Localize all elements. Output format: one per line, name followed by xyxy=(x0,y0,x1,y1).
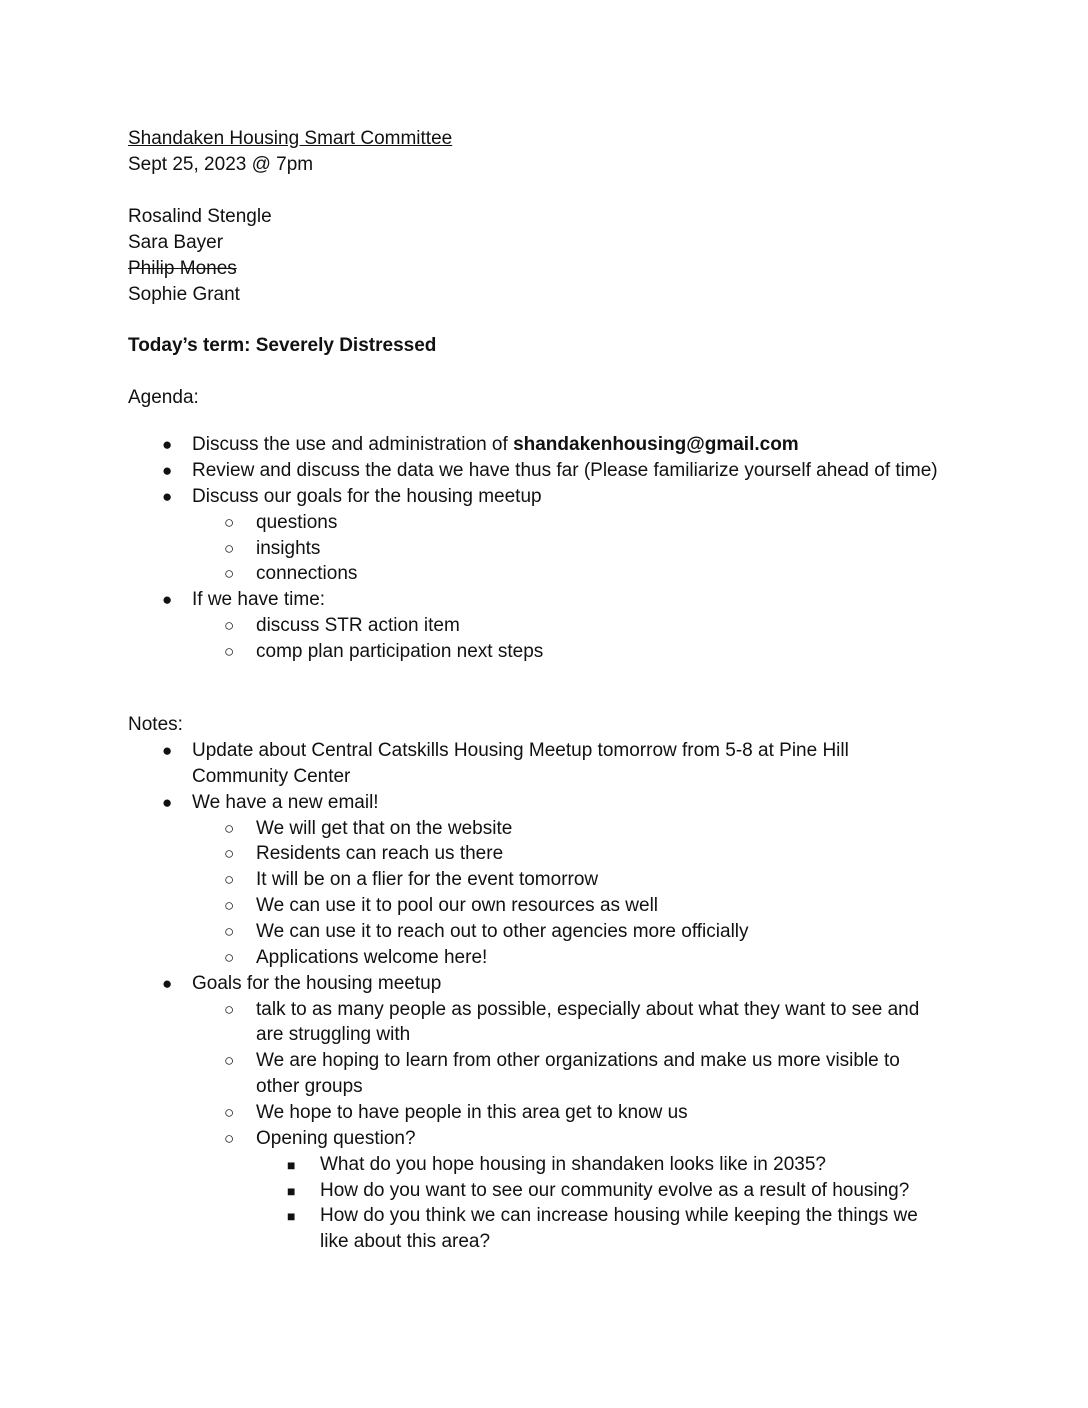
circle-bullet-icon: ○ xyxy=(224,642,235,661)
opening-question: How do you want to see our community evolve as a result of housing? xyxy=(320,1180,910,1201)
attendee-struck: Philip Mones xyxy=(128,258,237,279)
bullet-icon: ● xyxy=(162,974,173,993)
note-subitem: We hope to have people in this area get to know us xyxy=(256,1102,688,1123)
circle-bullet-icon: ○ xyxy=(224,819,235,838)
note-subitem: We will get that on the website xyxy=(256,818,513,839)
circle-bullet-icon: ○ xyxy=(224,513,235,532)
circle-bullet-icon: ○ xyxy=(224,870,235,889)
circle-bullet-icon: ○ xyxy=(224,844,235,863)
agenda-item: If we have time: xyxy=(192,589,326,610)
bullet-icon: ● xyxy=(162,793,173,812)
opening-question-continued: like about this area? xyxy=(320,1231,491,1252)
agenda-subitem: questions xyxy=(256,512,338,533)
attendee: Sophie Grant xyxy=(128,284,240,305)
note-subitem: We can use it to pool our own resources as well xyxy=(256,895,659,916)
email-address: shandakenhousing@gmail.com xyxy=(513,434,799,455)
agenda-subitem: connections xyxy=(256,563,358,584)
note-subitem: We can use it to reach out to other agencies more officially xyxy=(256,921,749,942)
agenda-subitem: comp plan participation next steps xyxy=(256,641,544,662)
note-subitem-continued: are struggling with xyxy=(256,1024,411,1045)
agenda-subitem: insights xyxy=(256,538,321,559)
agenda-item: Discuss our goals for the housing meetup xyxy=(192,486,542,507)
note-subitem: It will be on a flier for the event tomorrow xyxy=(256,869,599,890)
circle-bullet-icon: ○ xyxy=(224,1000,235,1019)
square-bullet-icon: ■ xyxy=(287,1208,296,1224)
circle-bullet-icon: ○ xyxy=(224,896,235,915)
todays-term: Today’s term: Severely Distressed xyxy=(128,335,437,356)
bullet-icon: ● xyxy=(162,487,173,506)
note-subitem-continued: other groups xyxy=(256,1076,363,1097)
note-subitem: talk to as many people as possible, especially about what they want to see and xyxy=(256,999,920,1020)
agenda-item xyxy=(192,432,982,458)
note-item-continued: Community Center xyxy=(192,766,351,787)
bullet-icon: ● xyxy=(162,461,173,480)
circle-bullet-icon: ○ xyxy=(224,948,235,967)
opening-question: How do you think we can increase housing while keeping the things we xyxy=(320,1205,918,1226)
opening-question: What do you hope housing in shandaken looks like in 2035? xyxy=(320,1154,826,1175)
agenda-item-text: Discuss the use and administration of xyxy=(192,434,514,455)
circle-bullet-icon: ○ xyxy=(224,1129,235,1148)
note-subitem: Residents can reach us there xyxy=(256,843,504,864)
bullet-icon: ● xyxy=(162,590,173,609)
square-bullet-icon: ■ xyxy=(287,1157,296,1173)
attendee: Rosalind Stengle xyxy=(128,206,272,227)
circle-bullet-icon: ○ xyxy=(224,1051,235,1070)
note-item: We have a new email! xyxy=(192,792,379,813)
note-subitem: Applications welcome here! xyxy=(256,947,488,968)
notes-label: Notes: xyxy=(128,714,183,735)
circle-bullet-icon: ○ xyxy=(224,1103,235,1122)
circle-bullet-icon: ○ xyxy=(224,922,235,941)
circle-bullet-icon: ○ xyxy=(224,539,235,558)
note-subitem: We are hoping to learn from other organizations and make us more visible to xyxy=(256,1050,900,1071)
meeting-date: Sept 25, 2023 @ 7pm xyxy=(128,154,314,175)
circle-bullet-icon: ○ xyxy=(224,564,235,583)
agenda-item: Review and discuss the data we have thus far (Please familiarize yourself ahead of time) xyxy=(192,460,938,481)
square-bullet-icon: ■ xyxy=(287,1183,296,1199)
agenda-label: Agenda: xyxy=(128,387,199,408)
attendee: Sara Bayer xyxy=(128,232,224,253)
note-subitem: Opening question? xyxy=(256,1128,416,1149)
note-item: Goals for the housing meetup xyxy=(192,973,442,994)
bullet-icon: ● xyxy=(162,435,173,454)
note-item: Update about Central Catskills Housing Meetup tomorrow from 5-8 at Pine Hill xyxy=(192,740,849,761)
bullet-icon: ● xyxy=(162,741,173,760)
document-title: Shandaken Housing Smart Committee xyxy=(128,128,453,149)
circle-bullet-icon: ○ xyxy=(224,616,235,635)
agenda-subitem: discuss STR action item xyxy=(256,615,460,636)
